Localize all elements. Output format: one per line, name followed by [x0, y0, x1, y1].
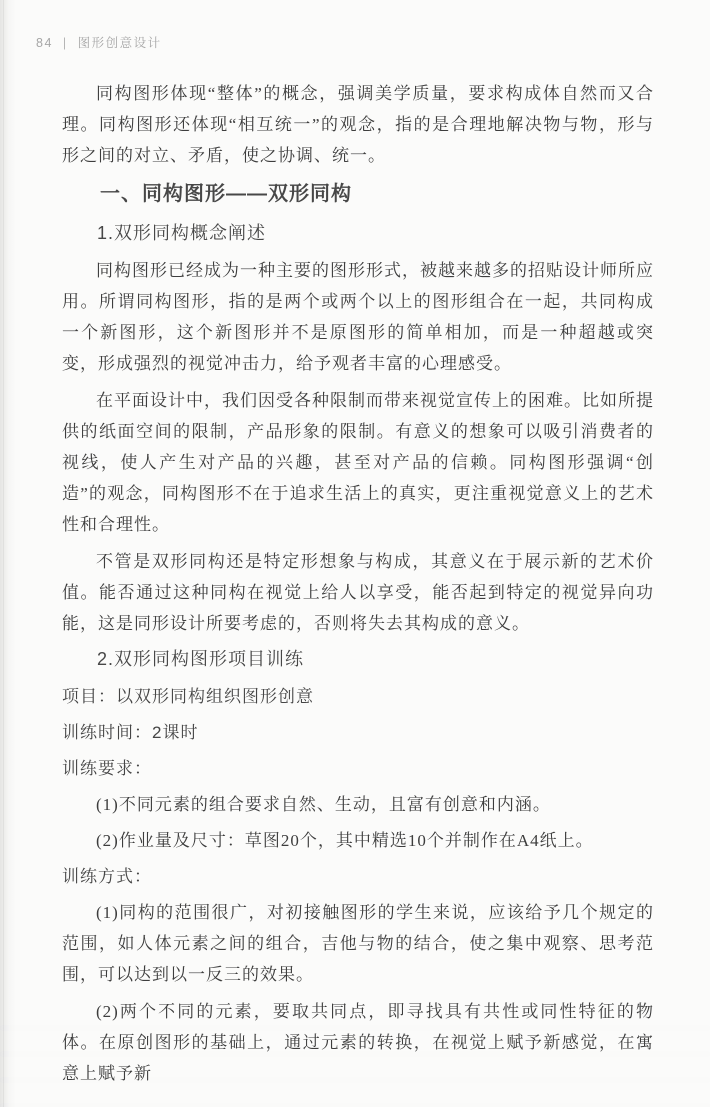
- paragraph: 同构图形体现“整体”的概念，强调美学质量，要求构成体自然而又合理。同构图形还体现“相互统一”的观念，指的是合理地解决物与物，形与形之间的对立、矛盾，使之协调、统一。: [62, 84, 654, 165]
- label-line: 训练时间：2课时: [62, 723, 199, 742]
- paragraph: (1)同构的范围很广，对初接触图形的学生来说，应该给予几个规定的范围，如人体元素之间的组合，吉他与物的结合，使之集中观察、思考范围，可以达到以一反三的效果。: [62, 903, 654, 984]
- page-edge-line: [3, 0, 4, 1107]
- sub-heading: 2.双形同构图形项目训练: [97, 649, 305, 669]
- paragraph: 同构图形已经成为一种主要的图形形式，被越来越多的招贴设计师所应用。所谓同构图形，指的是两个或两个以上的图形组合在一起，共同构成一个新图形，这个新图形并不是原图形的简单相加，而是一种超越或突变，形成强烈的视觉冲击力，给予观者丰富的心理感受。: [62, 261, 654, 373]
- label-line: 训练方式：: [62, 867, 152, 886]
- requirement-item: (2)作业量及尺寸：草图20个，其中精选10个并制作在A4纸上。: [96, 831, 594, 850]
- page-content: [62, 78, 654, 1095]
- page-edge-shadow: [0, 0, 16, 1107]
- paragraph: 在平面设计中，我们因受各种限制而带来视觉宣传上的困难。比如所提供的纸面空间的限制，产品形象的限制。有意义的想象可以吸引消费者的视线，使人产生对产品的兴趣，甚至对产品的信赖。同构图形强调“创造”的观念，同构图形不在于追求生活上的真实，更注重视觉意义上的艺术性和合理性。: [62, 391, 654, 534]
- paragraph: (2)两个不同的元素，要取共同点，即寻找具有共性或同性特征的物体。在原创图形的基础上，通过元素的转换，在视觉上赋予新感觉，在寓意上赋予新: [62, 1002, 654, 1083]
- book-title: 图形创意设计: [77, 36, 162, 50]
- sub-heading: 1.双形同构概念阐述: [97, 223, 267, 243]
- header-divider: |: [62, 36, 68, 50]
- running-header: [36, 33, 162, 51]
- label-line: 项目：以双形同构组织图形创意: [62, 687, 314, 706]
- section-heading: 一、同构图形——双形同构: [100, 183, 352, 205]
- paragraph: 不管是双形同构还是特定形想象与构成，其意义在于展示新的艺术价值。能否通过这种同构在视觉上给人以享受，能否起到特定的视觉异向功能，这是同形设计所要考虑的，否则将失去其构成的意义。: [62, 552, 654, 633]
- requirement-item: (1)不同元素的组合要求自然、生动，且富有创意和内涵。: [96, 795, 551, 814]
- page-number: 84: [36, 36, 53, 50]
- label-line: 训练要求：: [62, 759, 152, 778]
